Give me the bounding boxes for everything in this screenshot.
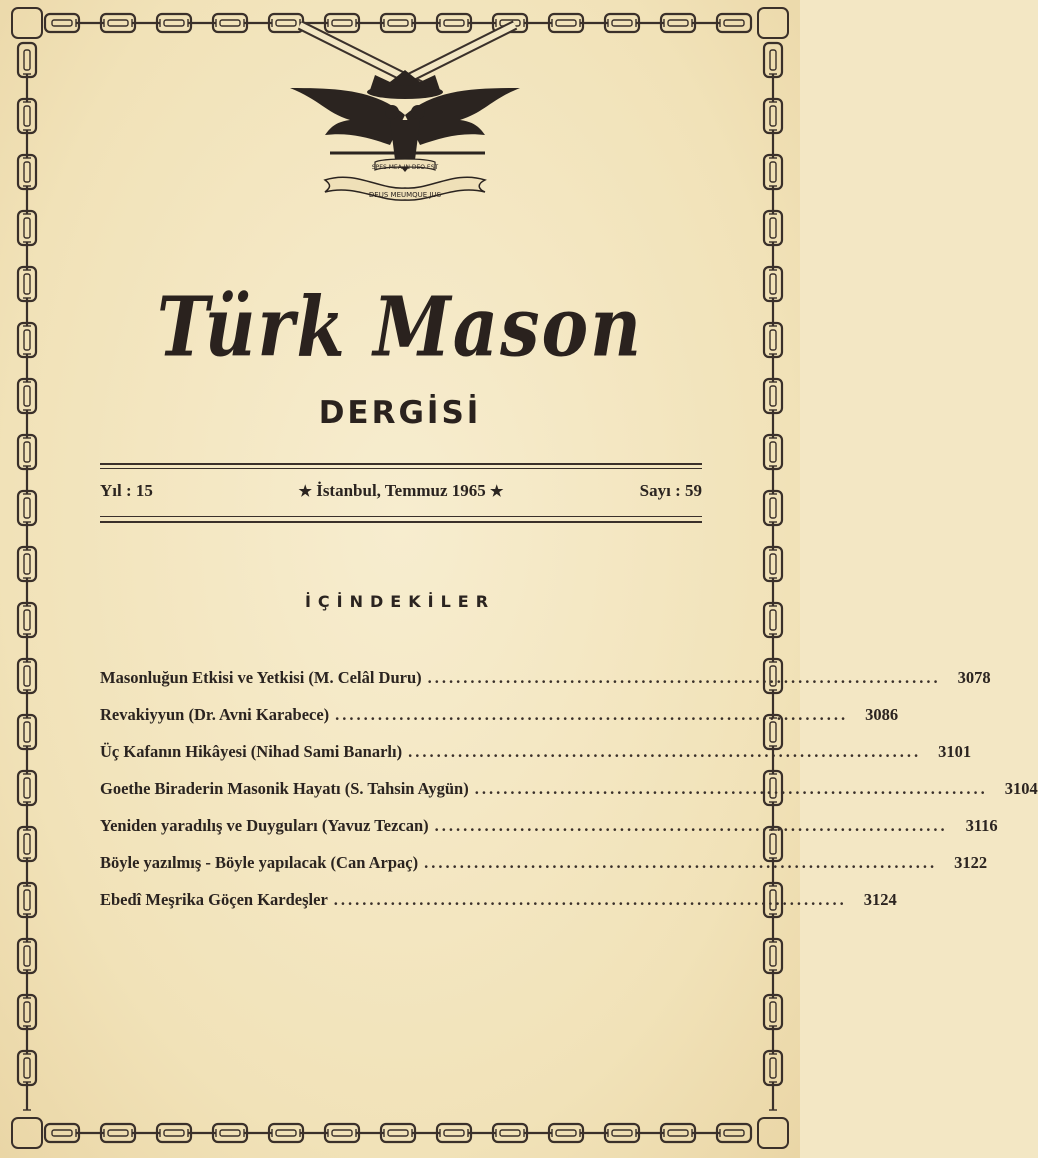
- chain-link: [23, 1026, 31, 1054]
- toc-entry-title: Masonluğun Etkisi ve Yetkisi (M. Celâl Duru): [100, 668, 422, 687]
- toc-leader-dots: ........................................................................: [427, 668, 941, 687]
- chain-link: [23, 802, 31, 830]
- chain-link: [18, 715, 36, 749]
- divider-bottom-thin: [100, 516, 702, 517]
- chain-link: [769, 186, 777, 214]
- chain-link: [18, 939, 36, 973]
- chain-link: [717, 14, 751, 32]
- magazine-title: Türk Mason: [156, 277, 644, 376]
- emblem-motto: DEUS MEUMQUE JUS: [368, 191, 442, 199]
- toc-leader-dots: ........................................................................: [335, 705, 849, 724]
- chain-link: [18, 211, 36, 245]
- chain-link: [244, 1129, 272, 1137]
- chain-link: [769, 242, 777, 270]
- chain-link: [244, 19, 272, 27]
- chain-link: [692, 1129, 720, 1137]
- chain-link: [23, 74, 31, 102]
- toc-entry-page: 3101: [938, 742, 972, 761]
- toc-entry[interactable]: [100, 742, 972, 779]
- contents-heading: İÇİNDEKİLER: [304, 592, 496, 611]
- divider-top: [100, 463, 702, 465]
- chain-link: [18, 771, 36, 805]
- chain-link: [18, 155, 36, 189]
- chain-link: [412, 1129, 440, 1137]
- table-of-contents: [100, 668, 1038, 927]
- chain-link: [764, 1051, 782, 1085]
- chain-link: [18, 99, 36, 133]
- toc-entry[interactable]: [100, 816, 998, 853]
- chain-link: [18, 43, 36, 77]
- chain-link: [524, 1129, 552, 1137]
- chain-link: [717, 1124, 751, 1142]
- chain-link: [132, 19, 160, 27]
- chain-link: [769, 970, 777, 998]
- chain-link: [18, 435, 36, 469]
- chain-link: [325, 1124, 359, 1142]
- chain-link: [23, 914, 31, 942]
- toc-entry-page: 3116: [965, 816, 998, 835]
- chain-link: [132, 1129, 160, 1137]
- chain-link: [605, 1124, 639, 1142]
- chain-link: [18, 547, 36, 581]
- chain-link: [605, 14, 639, 32]
- chain-link: [23, 466, 31, 494]
- toc-entry-title: Üç Kafanın Hikâyesi (Nihad Sami Banarlı): [100, 742, 403, 761]
- toc-entry-title: Böyle yazılmış - Böyle yapılacak (Can Arpaç): [100, 853, 419, 872]
- chain-link: [580, 19, 608, 27]
- chain-link: [18, 995, 36, 1029]
- chain-link: [437, 1124, 471, 1142]
- issue-place-date: [100, 481, 702, 501]
- toc-leader-dots: ........................................................................: [408, 742, 922, 761]
- chain-link: [23, 1082, 31, 1110]
- chain-link: [769, 1026, 777, 1054]
- chain-link: [356, 1129, 384, 1137]
- toc-entry[interactable]: [100, 890, 897, 927]
- toc-entry-page: 3104: [1004, 779, 1038, 798]
- toc-entry-page: 3078: [957, 668, 991, 687]
- chain-link: [764, 211, 782, 245]
- chain-link: [636, 19, 664, 27]
- chain-link: [769, 914, 777, 942]
- chain-link: [18, 659, 36, 693]
- issue-info-bar: [100, 481, 702, 505]
- chain-link: [764, 995, 782, 1029]
- chain-link: [764, 939, 782, 973]
- chain-link: [23, 970, 31, 998]
- chain-link: [764, 99, 782, 133]
- chain-link: [23, 130, 31, 158]
- chain-link: [18, 827, 36, 861]
- chain-link: [23, 242, 31, 270]
- chain-link: [18, 491, 36, 525]
- chain-link: [769, 522, 777, 550]
- chain-link: [101, 14, 135, 32]
- star-icon: ★: [490, 484, 504, 500]
- chain-link: [769, 466, 777, 494]
- toc-entry-page: 3122: [954, 853, 988, 872]
- chain-link: [188, 19, 216, 27]
- toc-entry-title: Ebedî Meşrika Göçen Kardeşler: [100, 890, 328, 909]
- chain-link: [764, 43, 782, 77]
- double-headed-eagle-emblem: [280, 20, 530, 205]
- chain-link: [23, 746, 31, 774]
- issue-year: Yıl : 15: [100, 481, 153, 500]
- toc-entry[interactable]: [100, 668, 991, 705]
- chain-link: [381, 1124, 415, 1142]
- toc-leader-dots: ........................................................................: [424, 853, 938, 872]
- emblem-ribbon-text: SPES MEA IN DEO EST: [371, 164, 439, 171]
- chain-link: [18, 1051, 36, 1085]
- toc-entry[interactable]: [100, 705, 899, 742]
- chain-link: [549, 1124, 583, 1142]
- toc-leader-dots: ........................................................................: [434, 816, 948, 835]
- chain-link: [76, 19, 104, 27]
- chain-link: [493, 1124, 527, 1142]
- chain-link: [764, 547, 782, 581]
- toc-entry-page: 3124: [863, 890, 897, 909]
- divider-top-thin: [100, 468, 702, 469]
- chain-link: [769, 130, 777, 158]
- issue-place-date-text: İstanbul, Temmuz 1965: [316, 481, 486, 500]
- magazine-subtitle: DERGİSİ: [318, 395, 482, 431]
- toc-entry[interactable]: [100, 853, 988, 890]
- chain-link: [23, 690, 31, 718]
- chain-link: [661, 1124, 695, 1142]
- toc-entry[interactable]: [100, 779, 1038, 816]
- chain-link: [661, 14, 695, 32]
- chain-link: [45, 1124, 79, 1142]
- chain-link: [23, 634, 31, 662]
- chain-link: [692, 19, 720, 27]
- chain-link: [45, 14, 79, 32]
- issue-number: Sayı : 59: [639, 481, 702, 500]
- toc-leader-dots: ........................................................................: [333, 890, 847, 909]
- chain-link: [269, 1124, 303, 1142]
- toc-entry-title: Goethe Biraderin Masonik Hayatı (S. Tahsin Aygün): [100, 779, 469, 798]
- chain-link: [300, 1129, 328, 1137]
- chain-link: [764, 491, 782, 525]
- chain-link: [23, 186, 31, 214]
- chain-link: [764, 155, 782, 189]
- divider-bottom: [100, 521, 702, 523]
- chain-link: [213, 14, 247, 32]
- chain-link: [636, 1129, 664, 1137]
- toc-entry-title: Revakiyyun (Dr. Avni Karabece): [100, 705, 330, 724]
- chain-link: [769, 74, 777, 102]
- chain-link: [769, 1082, 777, 1110]
- chain-link: [157, 1124, 191, 1142]
- chain-link: [23, 858, 31, 886]
- chain-link: [764, 435, 782, 469]
- toc-leader-dots: ........................................................................: [474, 779, 988, 798]
- chain-link: [101, 1124, 135, 1142]
- star-icon: ★: [298, 484, 312, 500]
- chain-link: [157, 14, 191, 32]
- chain-link: [468, 1129, 496, 1137]
- chain-link: [769, 634, 777, 662]
- chain-link: [580, 1129, 608, 1137]
- toc-entry-title: Yeniden yaradılış ve Duyguları (Yavuz Tezcan): [100, 816, 429, 835]
- chain-link: [188, 1129, 216, 1137]
- chain-link: [23, 522, 31, 550]
- chain-link: [18, 883, 36, 917]
- toc-entry-page: 3086: [865, 705, 899, 724]
- chain-link: [213, 1124, 247, 1142]
- chain-link: [549, 14, 583, 32]
- chain-link: [76, 1129, 104, 1137]
